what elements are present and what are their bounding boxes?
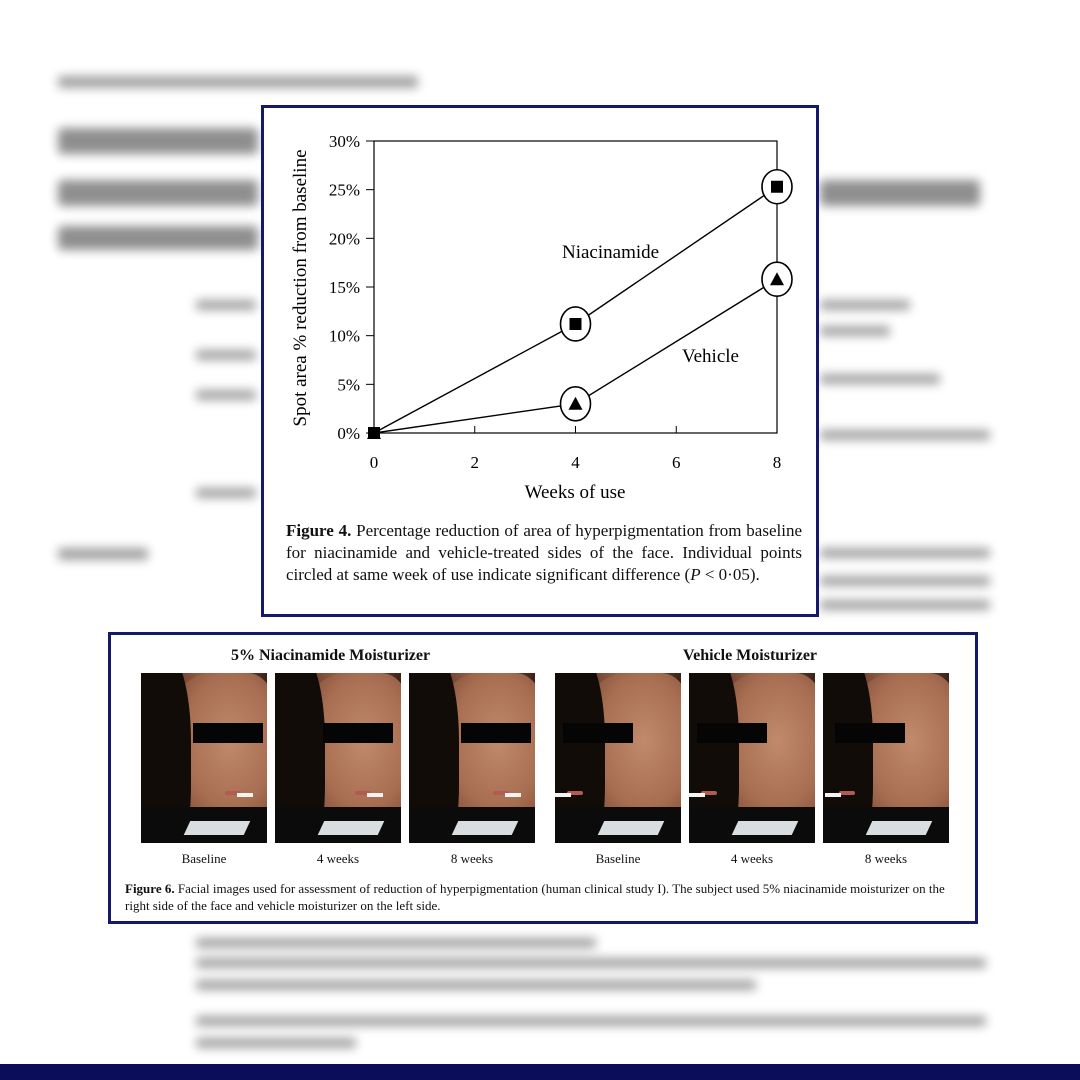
- photo-label-4: Baseline: [595, 851, 641, 866]
- figure-4-caption-text-end: < 0·05).: [700, 565, 760, 584]
- x-tick-label: 0: [369, 453, 379, 472]
- line-chart: [264, 108, 816, 518]
- figure-4-caption-text: Percentage reduction of area of hyperpigmentation from baseline for niacinamide and vehicle-treated sides of the face. Individual points circled at same week of use indicate significant difference (: [286, 521, 802, 584]
- x-tick-label: 2: [470, 453, 479, 472]
- y-axis-label: Spot area % reduction from baseline: [290, 149, 311, 427]
- y-tick-label: 10%: [328, 326, 360, 346]
- photo-label-2: 4 weeks: [316, 851, 360, 866]
- photo-label-6: 8 weeks: [864, 851, 908, 866]
- figure-4-panel: [261, 105, 819, 617]
- face-photo-vehicle-baseline: [555, 673, 681, 843]
- face-photo-niacinamide-4-weeks: [275, 673, 401, 843]
- figure-4-caption-p: P: [690, 565, 701, 584]
- y-tick-label: 0%: [337, 424, 360, 443]
- x-tick-label: 6: [672, 453, 681, 472]
- y-tick-label: 5%: [337, 375, 360, 395]
- figure-6-panel: [108, 632, 978, 924]
- group-title-niacinamide: 5% Niacinamide Moisturizer: [231, 647, 431, 664]
- group-title-vehicle: Vehicle Moisturizer: [683, 647, 818, 664]
- data-point-niacinamide: [570, 318, 582, 330]
- figure-6-caption-text: Facial images used for assessment of reduction of hyperpigmentation (human clinical study I). The subject used 5% niacinamide moisturizer on the right side of the face and vehicle moisturizer on the left side.: [125, 881, 945, 913]
- figure-4-caption-label: Figure 4.: [286, 521, 352, 540]
- face-photo-niacinamide-8-weeks: [409, 673, 535, 843]
- y-tick-label: 15%: [328, 278, 360, 297]
- figure-6-caption: [125, 880, 965, 914]
- figure-6-caption-label: Figure 6.: [125, 881, 175, 896]
- x-tick-label: 8: [772, 453, 782, 472]
- photo-label-5: 4 weeks: [730, 851, 774, 866]
- series-label-vehicle: Vehicle: [682, 346, 739, 367]
- data-point-niacinamide: [771, 181, 783, 193]
- y-tick-label: 30%: [328, 132, 360, 151]
- photo-label-1: Baseline: [181, 851, 227, 866]
- bottom-bar: [0, 1064, 1080, 1080]
- face-photo-vehicle-8-weeks: [823, 673, 949, 843]
- y-tick-label: 20%: [328, 229, 360, 249]
- face-photo-niacinamide-baseline: [141, 673, 267, 843]
- photo-label-3: 8 weeks: [450, 851, 494, 866]
- y-tick-label: 25%: [328, 180, 360, 200]
- face-photo-vehicle-4-weeks: [689, 673, 815, 843]
- x-axis-label: Weeks of use: [524, 482, 626, 503]
- x-tick-label: 4: [571, 453, 580, 472]
- figure-4-caption: [286, 520, 802, 586]
- series-label-niacinamide: Niacinamide: [562, 242, 660, 263]
